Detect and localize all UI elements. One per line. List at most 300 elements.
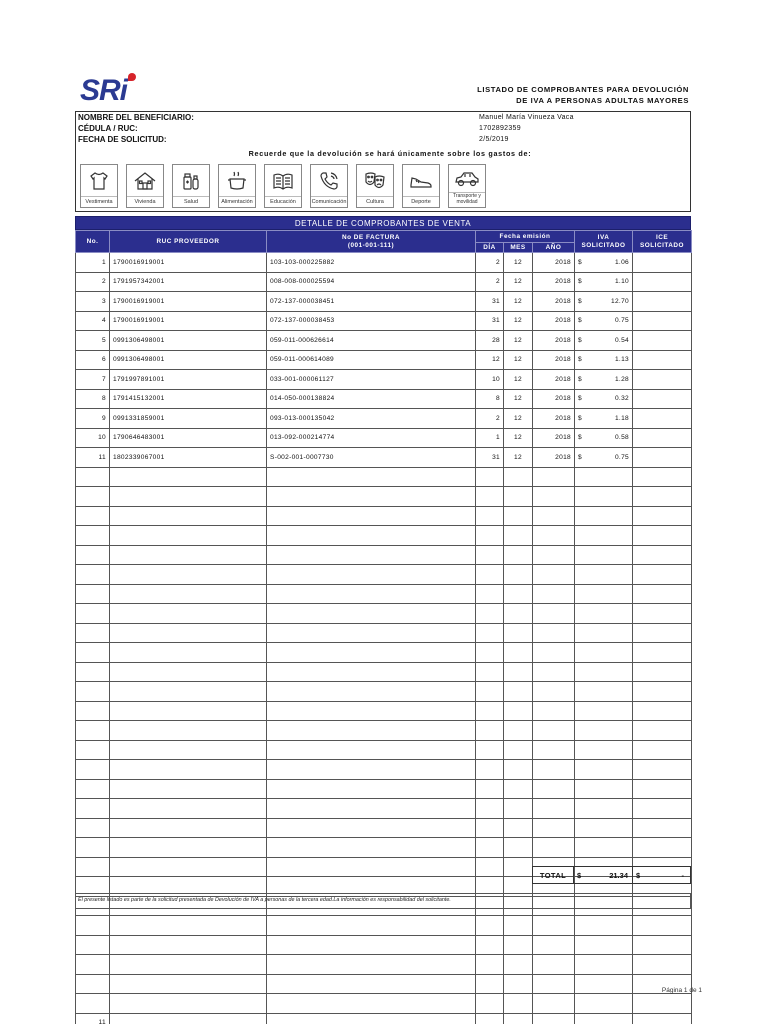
cell-ruc: 1790016919001 [110,311,267,331]
cell-year [533,662,575,682]
cell-month [504,643,533,663]
cell-ruc [110,526,267,546]
category-salud [172,164,210,208]
cell-day [476,740,504,760]
cell-iva-currency: $ [578,297,582,305]
cell-month: 12 [504,389,533,409]
category-transporte [448,164,486,208]
cell-iva [575,467,633,487]
cell-iva [575,272,633,292]
cell-year [533,779,575,799]
cell-day: 1 [476,428,504,448]
cell-invoice [267,643,476,663]
table-row [76,994,692,1014]
cell-year [533,1013,575,1024]
table-row [76,604,692,624]
table-row [76,409,692,429]
cell-iva [575,779,633,799]
cell-year [533,838,575,858]
cell-month: 12 [504,409,533,429]
heading-line-2: DE IVA A PERSONAS ADULTAS MAYORES [516,96,689,105]
cell-day [476,623,504,643]
table-title: DETALLE DE COMPROBANTES DE VENTA [75,216,691,230]
table-row [76,701,692,721]
cell-iva [575,662,633,682]
cell-no [76,857,110,877]
cell-ice [633,428,692,448]
cell-month [504,584,533,604]
category-vivienda [126,164,164,208]
expense-categories [80,164,486,208]
header-invoice-line2: (001-001-111) [347,241,395,249]
cell-day: 2 [476,272,504,292]
cell-iva [575,643,633,663]
cell-ice [633,955,692,975]
cell-month [504,682,533,702]
cell-ice [633,818,692,838]
cell-iva-currency: $ [578,434,582,442]
cell-day [476,994,504,1014]
cell-ruc [110,955,267,975]
cell-invoice: 059-011-000614089 [267,350,476,370]
cell-ice [633,370,692,390]
cell-ice [633,545,692,565]
cell-invoice [267,545,476,565]
cell-invoice [267,760,476,780]
total-box [532,866,691,884]
cell-no [76,799,110,819]
theater-masks-icon [357,168,393,194]
table-row [76,350,692,370]
cell-month [504,701,533,721]
cell-ruc [110,721,267,741]
cell-iva-value: 1.18 [614,414,630,422]
total-ice-currency: $ [636,870,641,880]
phone-icon [311,168,347,194]
cell-day [476,974,504,994]
cell-month [504,623,533,643]
cell-invoice [267,506,476,526]
cell-year [533,584,575,604]
cell-ice [633,721,692,741]
cell-no [76,994,110,1014]
cell-ruc [110,565,267,585]
cell-year [533,799,575,819]
cell-iva [575,701,633,721]
cell-ice [633,584,692,604]
heading-line-1: LISTADO DE COMPROBANTES PARA DEVOLUCIÓN [477,85,689,94]
cell-month [504,779,533,799]
cell-day [476,818,504,838]
cell-ruc: 1790016919001 [110,292,267,312]
table-row [76,974,692,994]
cell-iva-currency: $ [578,414,582,422]
header-invoice [267,231,476,253]
cell-iva-currency: $ [578,375,582,383]
cell-invoice: 093-013-000135042 [267,409,476,429]
category-alimentacion [218,164,256,208]
cell-no [76,935,110,955]
total-iva-currency: $ [577,870,582,880]
beneficiary-info-box [75,111,691,212]
cell-month [504,955,533,975]
table-row [76,448,692,468]
header-year: AÑO [533,243,575,253]
cell-no: 5 [76,331,110,351]
cell-invoice [267,857,476,877]
cell-day: 10 [476,370,504,390]
cell-day: 2 [476,409,504,429]
document-heading [477,84,689,106]
table-row [76,370,692,390]
cell-invoice: 014-050-000138824 [267,389,476,409]
cell-month [504,662,533,682]
cell-year [533,682,575,702]
cell-ice [633,682,692,702]
cell-invoice [267,916,476,936]
cell-iva-currency: $ [578,395,582,403]
cell-month: 12 [504,428,533,448]
request-date-value: 2/5/2019 [479,136,509,143]
cell-invoice [267,526,476,546]
cell-ice [633,1013,692,1024]
cell-ruc [110,857,267,877]
cell-iva [575,760,633,780]
header-iva: IVA SOLICITADO [575,231,633,253]
cell-month [504,760,533,780]
cell-iva [575,994,633,1014]
header-no: No. [76,231,110,253]
cell-iva [575,487,633,507]
category-label: Educación [265,196,301,205]
cell-year [533,643,575,663]
cell-no [76,974,110,994]
cell-no: 8 [76,389,110,409]
cell-ice [633,467,692,487]
cell-day: 31 [476,292,504,312]
total-iva [574,867,633,883]
cell-invoice [267,623,476,643]
category-label: Vivienda [127,196,163,205]
cell-invoice [267,467,476,487]
cell-day [476,604,504,624]
cell-ruc: 0991306498001 [110,331,267,351]
cell-invoice [267,779,476,799]
cell-ruc [110,740,267,760]
table-row [76,643,692,663]
cell-no [76,838,110,858]
cell-iva [575,818,633,838]
cell-invoice [267,682,476,702]
cell-ice [633,623,692,643]
cell-iva [575,370,633,390]
cell-day [476,506,504,526]
table-row [76,740,692,760]
cell-no [76,487,110,507]
cell-day [476,799,504,819]
cell-month [504,974,533,994]
cell-iva-value: 12.70 [611,297,630,305]
cell-month [504,604,533,624]
cell-month [504,935,533,955]
table-row [76,955,692,975]
header-date-group: Fecha emisión [476,231,575,243]
category-label: Salud [173,196,209,205]
cell-no: 11 [76,1013,110,1024]
cell-no [76,701,110,721]
cell-ice [633,253,692,273]
cell-day: 2 [476,253,504,273]
cell-no [76,506,110,526]
reminder-text: Recuerde que la devolución se hará únicamente sobre los gastos de: [248,149,532,158]
category-label: Transporte y movilidad [449,192,485,205]
cell-day [476,662,504,682]
table-row [76,331,692,351]
cell-invoice [267,799,476,819]
cell-iva [575,565,633,585]
cell-invoice [267,721,476,741]
table-row [76,311,692,331]
book-icon [265,168,301,194]
table-row [76,253,692,273]
cell-ruc: 0991306498001 [110,350,267,370]
sneaker-icon [403,168,439,194]
category-deporte [402,164,440,208]
cell-year: 2018 [533,370,575,390]
cell-year: 2018 [533,448,575,468]
cell-ruc [110,584,267,604]
cell-ice [633,350,692,370]
cell-month [504,857,533,877]
cell-year [533,955,575,975]
table-row [76,272,692,292]
cell-ruc [110,487,267,507]
cell-iva [575,799,633,819]
cell-iva [575,935,633,955]
cell-iva [575,428,633,448]
table-row [76,545,692,565]
cell-day [476,935,504,955]
cell-year [533,467,575,487]
cell-month [504,721,533,741]
cell-month [504,506,533,526]
category-vestimenta [80,164,118,208]
cell-invoice: 103-103-000225882 [267,253,476,273]
cell-ruc [110,1013,267,1024]
cell-day [476,760,504,780]
cell-month: 12 [504,253,533,273]
cell-ice [633,272,692,292]
id-label: CÉDULA / RUC: [78,124,138,133]
cell-iva [575,955,633,975]
cell-ice [633,565,692,585]
total-iva-value: 21.34 [609,870,628,880]
cell-ruc: 1791997891001 [110,370,267,390]
table-row [76,428,692,448]
cell-iva [575,311,633,331]
cell-iva [575,506,633,526]
cell-invoice [267,1013,476,1024]
cell-day [476,487,504,507]
cell-iva [575,838,633,858]
cell-month: 12 [504,311,533,331]
cell-ice [633,701,692,721]
cell-year [533,994,575,1014]
header-invoice-line1: No DE FACTURA [342,233,400,241]
cell-ice [633,662,692,682]
cell-invoice [267,604,476,624]
cell-ice [633,643,692,663]
total-ice-value: - [681,870,684,880]
cell-no: 11 [76,448,110,468]
cell-year [533,740,575,760]
cell-ruc [110,838,267,858]
cell-month [504,467,533,487]
cell-year [533,974,575,994]
cell-ice [633,740,692,760]
cell-year: 2018 [533,389,575,409]
cell-no: 3 [76,292,110,312]
table-row [76,662,692,682]
cell-year [533,506,575,526]
cell-day [476,857,504,877]
cell-ice [633,799,692,819]
cell-year [533,760,575,780]
cell-month [504,994,533,1014]
cell-ruc [110,467,267,487]
cell-day [476,565,504,585]
cell-ruc [110,818,267,838]
cell-ice [633,448,692,468]
cell-invoice [267,838,476,858]
cell-month [504,545,533,565]
table-row [76,818,692,838]
cell-ruc: 1791415132001 [110,389,267,409]
logo-accent [128,73,136,81]
table-row [76,623,692,643]
cell-ice [633,506,692,526]
page-number: Página 1 de 1 [661,987,702,994]
cell-iva-currency: $ [578,356,582,364]
cell-iva [575,584,633,604]
category-educacion [264,164,302,208]
cell-ruc: 1802339067001 [110,448,267,468]
id-value: 1702892359 [479,125,521,132]
cell-ice [633,409,692,429]
cell-iva [575,350,633,370]
cell-iva-value: 0.54 [614,336,630,344]
cell-no [76,955,110,975]
table-row [76,1013,692,1024]
cell-no: 7 [76,370,110,390]
cell-ice [633,604,692,624]
logo-text: SRi [80,74,128,107]
cell-year [533,916,575,936]
cell-no: 2 [76,272,110,292]
cell-day [476,545,504,565]
cell-invoice [267,955,476,975]
cell-day: 28 [476,331,504,351]
table-row [76,760,692,780]
cell-no [76,565,110,585]
cell-ruc: 1790646483001 [110,428,267,448]
header-day: DÍA [476,243,504,253]
cell-day [476,838,504,858]
cell-iva-value: 0.32 [614,395,630,403]
cell-ice [633,487,692,507]
cell-no: 9 [76,409,110,429]
cell-month: 12 [504,350,533,370]
cell-no [76,662,110,682]
cell-year: 2018 [533,311,575,331]
cell-ice [633,311,692,331]
table-row [76,779,692,799]
table-row [76,721,692,741]
cell-ice [633,760,692,780]
cell-year: 2018 [533,272,575,292]
cell-iva [575,682,633,702]
cell-iva-value: 0.58 [614,434,630,442]
cell-iva [575,389,633,409]
cell-iva-value: 0.75 [614,453,630,461]
cell-ice [633,916,692,936]
cell-ruc [110,604,267,624]
cell-invoice: 059-011-000626614 [267,331,476,351]
cell-no: 4 [76,311,110,331]
cell-iva-value: 1.10 [614,278,630,286]
cell-year [533,818,575,838]
cell-ruc [110,974,267,994]
cell-ice [633,292,692,312]
cell-no [76,682,110,702]
cell-month: 12 [504,272,533,292]
table-row [76,389,692,409]
category-comunicacion [310,164,348,208]
header-ice-line1: ICE [655,233,669,241]
footer-note: El presente listado es parte de la solicitud presentada de Devolución de IVA a personas de la tercera edad.La información es responsabilidad del solicitante. [75,893,691,909]
cell-iva [575,721,633,741]
beneficiary-value: Manuel María Vinueza Vaca [479,114,574,121]
cell-iva-value: 1.06 [614,258,630,266]
cell-month: 12 [504,448,533,468]
cell-day: 31 [476,448,504,468]
cell-ruc: 1791957342001 [110,272,267,292]
cell-day [476,682,504,702]
cell-no [76,643,110,663]
cell-month: 12 [504,292,533,312]
table-row [76,467,692,487]
cell-invoice [267,740,476,760]
table-row [76,487,692,507]
cell-invoice [267,935,476,955]
header-month: MES [504,243,533,253]
cell-iva [575,409,633,429]
sri-logo [80,75,136,107]
cell-ruc [110,799,267,819]
category-label: Cultura [357,196,393,205]
cell-day [476,584,504,604]
cell-ruc [110,682,267,702]
cell-month [504,916,533,936]
table-row [76,526,692,546]
cell-iva [575,253,633,273]
cell-invoice [267,565,476,585]
cell-day [476,701,504,721]
cell-invoice [267,584,476,604]
cell-no [76,760,110,780]
cell-ruc [110,916,267,936]
cell-day [476,779,504,799]
